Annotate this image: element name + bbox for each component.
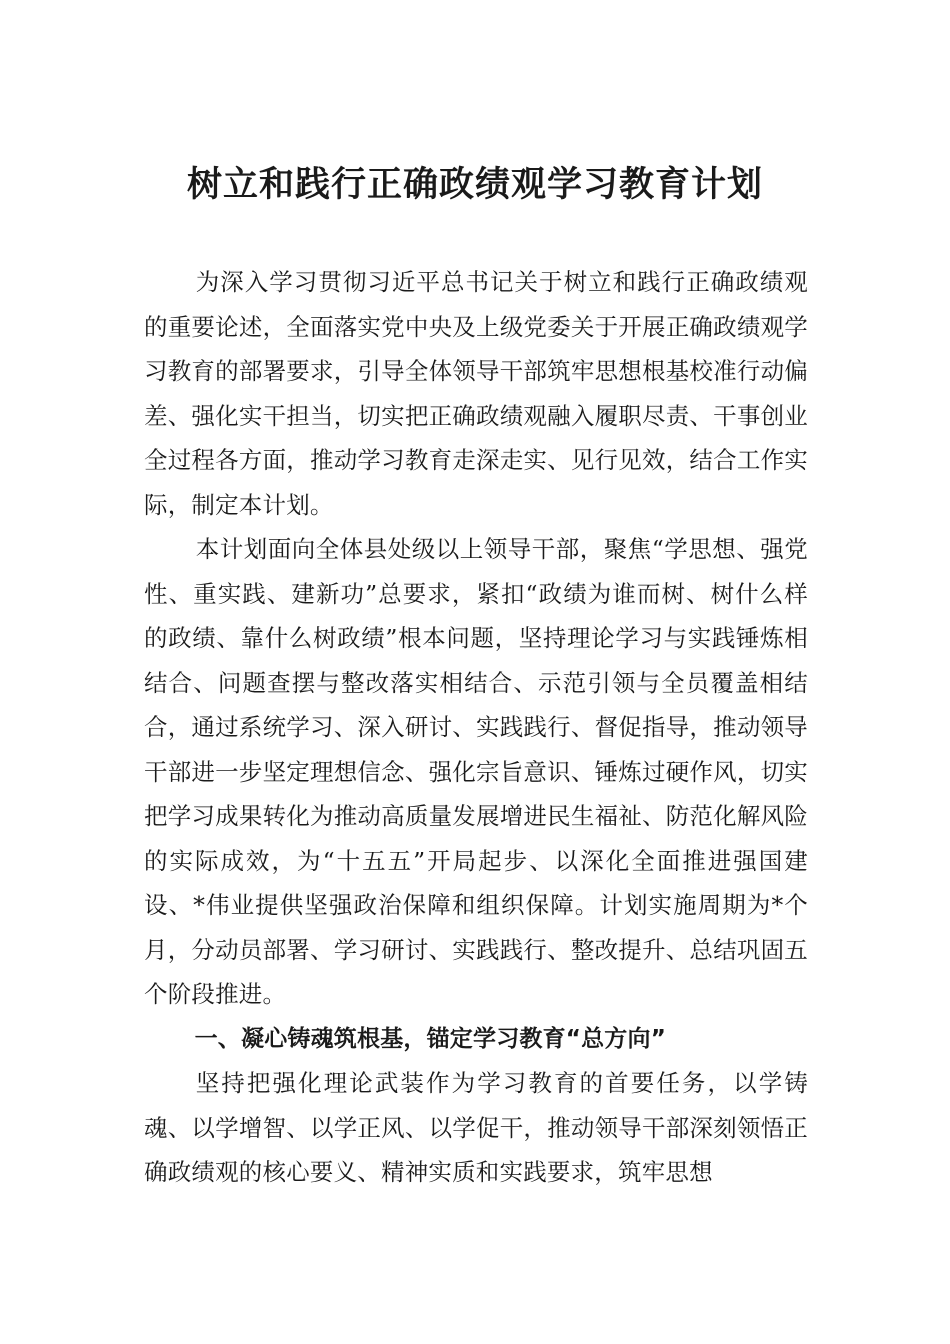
intro-paragraph: 为深入学习贯彻习近平总书记关于树立和践行正确政绩观的重要论述，全面落实党中央及上级党委关于开展正确政绩观学习教育的部署要求，引导全体领导干部筑牢思想根基校准行动偏差、强化实干担当，切实把正确政绩观融入履职尽责、干事创业全过程各方面，推动学习教育走深走实、见行见效，结合工作实际，制定本计划。 — [144, 268, 808, 519]
scope-paragraph: 本计划面向全体县处级以上领导干部，聚焦“学思想、强党性、重实践、建新功”总要求，紧扣“政绩为谁而树、树什么样的政绩、靠什么树政绩”根本问题，坚持理论学习与实践锤炼相结合、问题查摆与整改落实相结合、示范引领与全员覆盖相结合，通过系统学习、深入研讨、实践践行、督促指导，推动领导干部进一步坚定理想信念、强化宗旨意识、锤炼过硬作风，切实把学习成果转化为推动高质量发展增进民生福祉、防范化解风险的实际成效，为“十五五”开局起步、以深化全面推进强国建设、*伟业提供坚强政治保障和组织保障。计划实施周期为*个月，分动员部署、学习研讨、实践践行、整改提升、总结巩固五个阶段推进。 — [144, 535, 808, 1008]
section-paragraph: 坚持把强化理论武装作为学习教育的首要任务，以学铸魂、以学增智、以学正风、以学促干，推动领导干部深刻领悟正确政绩观的核心要义、精神实质和实践要求，筑牢思想 — [144, 1069, 808, 1186]
section-heading: 一、凝心铸魂筑根基，锚定学习教育“总方向” — [194, 1025, 667, 1052]
document-body — [144, 260, 808, 1195]
document-title: 树立和践行正确政绩观学习教育计划 — [186, 164, 763, 205]
